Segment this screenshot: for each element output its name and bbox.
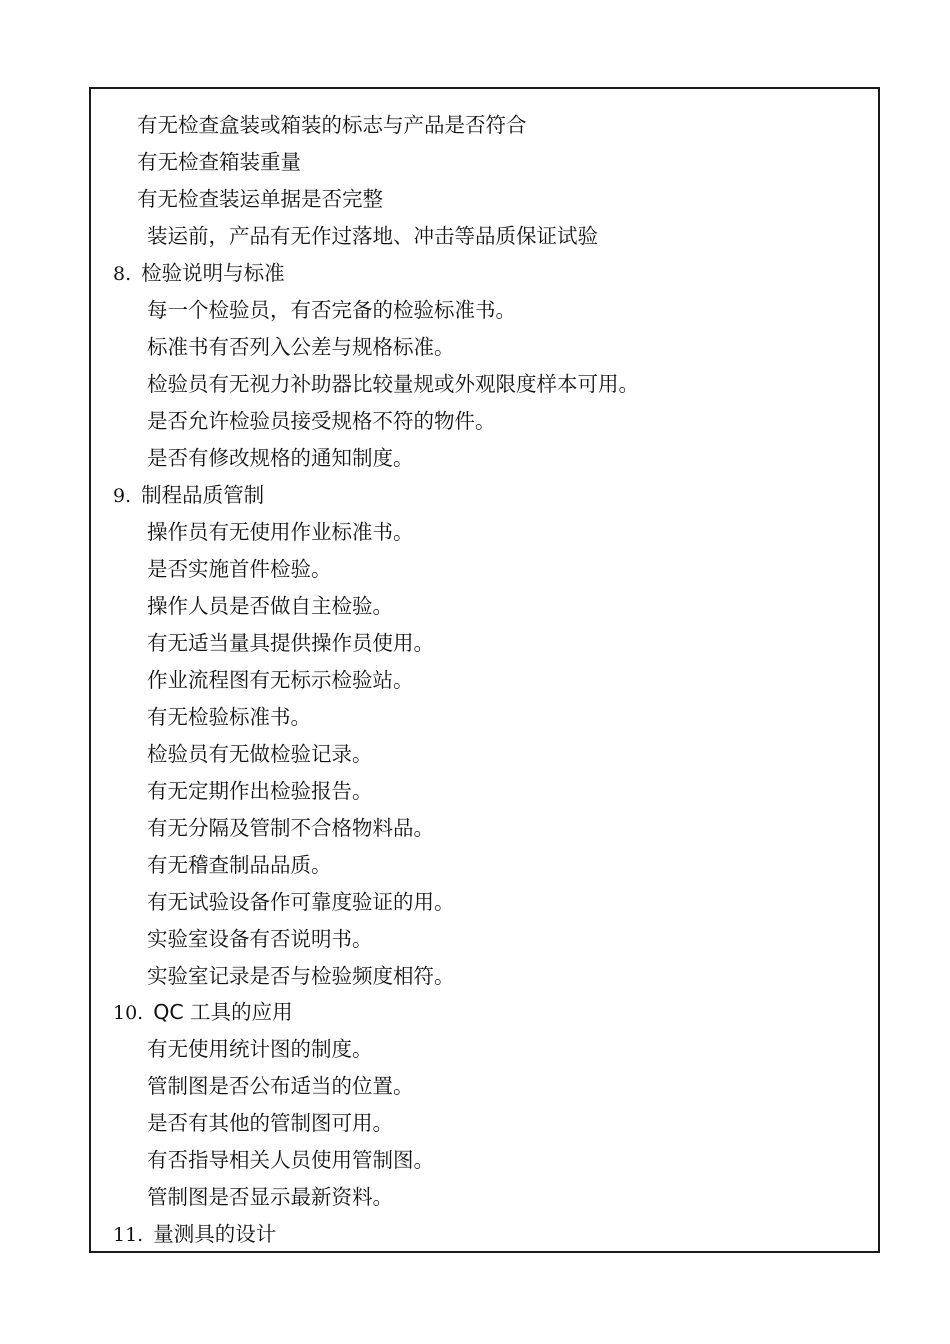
list-item: 每一个检验员，有否完备的检验标准书。 bbox=[147, 298, 516, 322]
list-item: 是否实施首件检验。 bbox=[147, 557, 332, 581]
list-item: 装运前，产品有无作过落地、冲击等品质保证试验 bbox=[147, 224, 598, 248]
section-title: 制程品质管制 bbox=[141, 483, 265, 507]
list-item: 有无分隔及管制不合格物料品。 bbox=[147, 816, 434, 840]
list-item: 检验员有无视力补助器比较量规或外观限度样本可用。 bbox=[147, 372, 639, 396]
list-item: 是否有修改规格的通知制度。 bbox=[147, 446, 414, 470]
section-number: 11. bbox=[113, 1224, 144, 1246]
section-title: 量测具的设计 bbox=[153, 1222, 277, 1246]
list-item: 实验室设备有否说明书。 bbox=[147, 927, 373, 951]
list-item: 有无定期作出检验报告。 bbox=[147, 779, 373, 803]
section-heading bbox=[113, 1221, 276, 1248]
list-item: 检验员有无做检验记录。 bbox=[147, 742, 373, 766]
list-item: 操作人员是否做自主检验。 bbox=[147, 594, 393, 618]
section-heading bbox=[113, 260, 285, 287]
section-heading bbox=[113, 999, 293, 1026]
list-item: 实验室记录是否与检验频度相符。 bbox=[147, 964, 455, 988]
list-item: 有否指导相关人员使用管制图。 bbox=[147, 1148, 434, 1172]
list-item: 有无检验标准书。 bbox=[147, 705, 311, 729]
list-item: 有无检查箱装重量 bbox=[137, 150, 301, 174]
list-item: 操作员有无使用作业标准书。 bbox=[147, 520, 414, 544]
list-item: 是否有其他的管制图可用。 bbox=[147, 1111, 393, 1135]
list-item: 有无稽查制品品质。 bbox=[147, 853, 332, 877]
list-item: 有无检查盒装或箱装的标志与产品是否符合 bbox=[137, 113, 527, 137]
list-item: 作业流程图有无标示检验站。 bbox=[147, 668, 414, 692]
list-item: 有无检查装运单据是否完整 bbox=[137, 187, 383, 211]
list-item: 管制图是否显示最新资料。 bbox=[147, 1185, 393, 1209]
list-item: 有无使用统计图的制度。 bbox=[147, 1037, 373, 1061]
section-number: 8. bbox=[113, 263, 132, 285]
list-item: 有无试验设备作可靠度验证的用。 bbox=[147, 890, 455, 914]
section-title: QC 工具的应用 bbox=[153, 1000, 293, 1024]
section-number: 10. bbox=[113, 1002, 144, 1024]
list-item: 标准书有否列入公差与规格标准。 bbox=[147, 335, 455, 359]
list-item: 有无适当量具提供操作员使用。 bbox=[147, 631, 434, 655]
list-item: 管制图是否公布适当的位置。 bbox=[147, 1074, 414, 1098]
section-number: 9. bbox=[113, 485, 132, 507]
section-title: 检验说明与标准 bbox=[141, 261, 285, 285]
section-heading bbox=[113, 482, 264, 509]
list-item: 是否允许检验员接受规格不符的物件。 bbox=[147, 409, 496, 433]
